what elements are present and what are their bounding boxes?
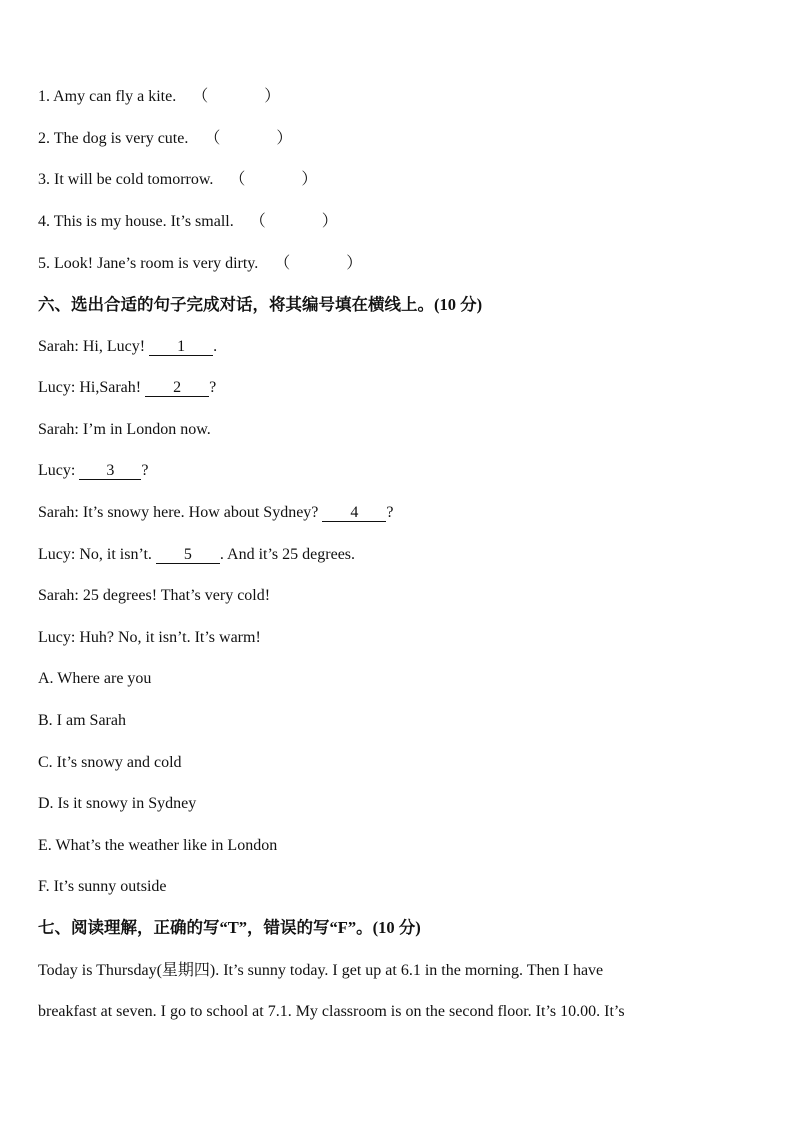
tf-item-5 xyxy=(38,254,362,274)
section-7-heading: 七、阅读理解，正确的写“T”，错误的写“F”。(10 分) xyxy=(38,918,421,937)
option-a: A. Where are you xyxy=(38,670,152,687)
passage-line-1: Today is Thursday(星期四). It’s sunny today. I get up at 6.1 in the morning. Then I have xyxy=(38,962,604,979)
option-d: D. Is it snowy in Sydney xyxy=(38,795,197,812)
tf-item-1 xyxy=(38,87,280,107)
option-c: C. It’s snowy and cold xyxy=(38,754,182,771)
tf-item-2 xyxy=(38,129,292,149)
answer-blank-4[interactable]: 4 xyxy=(322,504,386,522)
answer-blank-3[interactable]: 3 xyxy=(79,462,141,480)
tf-item-text: 3. It will be cold tomorrow. xyxy=(38,171,214,188)
dialogue-line-5: Sarah: It’s snowy here. How about Sydney? 4 ? xyxy=(38,504,394,521)
dialogue-line-4: Lucy: 3 ? xyxy=(38,462,149,479)
tf-item-text: 2. The dog is very cute. xyxy=(38,130,189,147)
tf-item-text: 1. Amy can fly a kite. xyxy=(38,88,177,105)
answer-blank-1[interactable]: 1 xyxy=(149,338,213,356)
answer-parentheses[interactable]: （ ） xyxy=(249,213,338,230)
answer-parentheses[interactable]: （ ） xyxy=(274,255,363,272)
tf-item-text: 5. Look! Jane’s room is very dirty. xyxy=(38,255,259,272)
option-f: F. It’s sunny outside xyxy=(38,878,167,895)
answer-blank-2[interactable]: 2 xyxy=(145,379,209,397)
passage-line-2: breakfast at seven. I go to school at 7.1. My classroom is on the second floor. It’s 10.00. It’s xyxy=(38,1003,625,1020)
option-e: E. What’s the weather like in London xyxy=(38,837,278,854)
dialogue-line-2: Lucy: Hi,Sarah! 2 ? xyxy=(38,379,217,396)
answer-parentheses[interactable]: （ ） xyxy=(229,171,318,188)
tf-item-4 xyxy=(38,212,338,232)
section-6-heading: 六、选出合适的句子完成对话，将其编号填在横线上。(10 分) xyxy=(38,295,483,314)
answer-parentheses[interactable]: （ ） xyxy=(204,130,293,147)
dialogue-line-6: Lucy: No, it isn’t. 5 . And it’s 25 degrees. xyxy=(38,546,356,563)
dialogue-line-3: Sarah: I’m in London now. xyxy=(38,421,211,438)
dialogue-line-8: Lucy: Huh? No, it isn’t. It’s warm! xyxy=(38,629,261,646)
dialogue-line-7: Sarah: 25 degrees! That’s very cold! xyxy=(38,587,271,604)
tf-item-3 xyxy=(38,170,317,190)
tf-item-text: 4. This is my house. It’s small. xyxy=(38,213,234,230)
answer-blank-5[interactable]: 5 xyxy=(156,546,220,564)
dialogue-line-1: Sarah: Hi, Lucy! 1 . xyxy=(38,338,218,355)
answer-parentheses[interactable]: （ ） xyxy=(192,88,281,105)
option-b: B. I am Sarah xyxy=(38,712,126,729)
